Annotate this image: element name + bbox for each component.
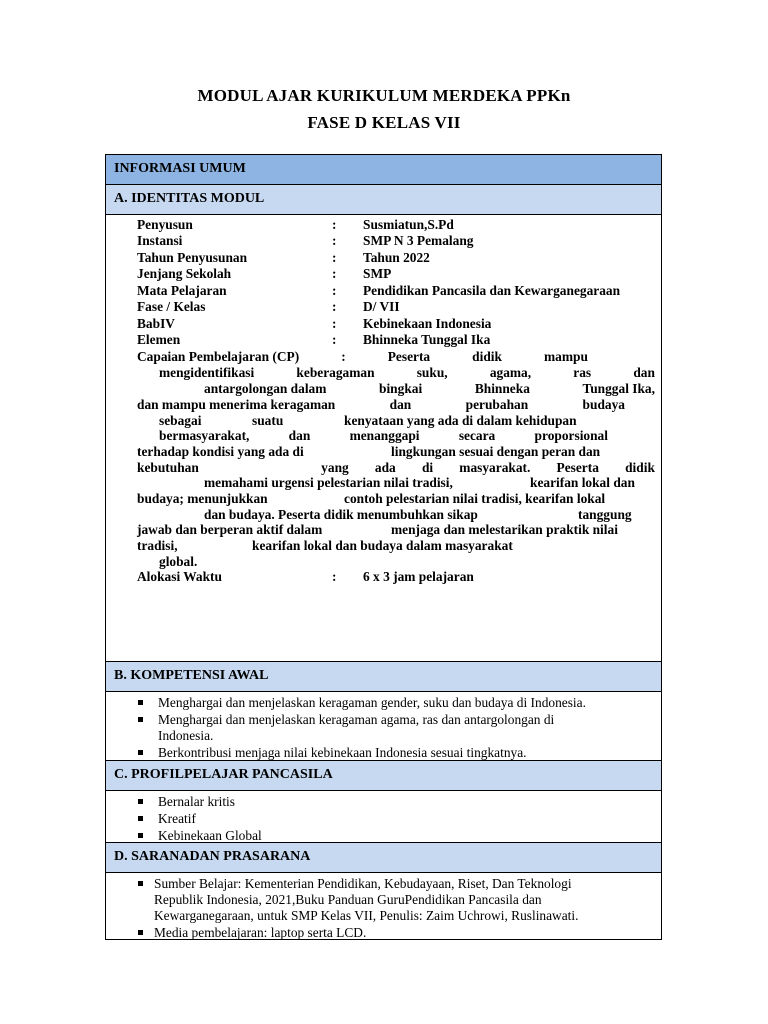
cp-word: jawab dan berperan aktif dalam bbox=[137, 522, 323, 537]
identitas-row bbox=[137, 233, 657, 250]
cp-word: menanggapi bbox=[349, 428, 420, 443]
kompetensi-list bbox=[106, 692, 661, 765]
cp-word: sebagai bbox=[159, 413, 202, 428]
cp-line bbox=[159, 365, 655, 381]
cp-word: yang bbox=[321, 460, 349, 475]
cp-word: budaya; menunjukkan bbox=[137, 491, 268, 506]
cp-word: menjaga dan melestarikan praktik nilai bbox=[391, 522, 618, 537]
cp-line bbox=[137, 460, 655, 476]
identitas-colon: : bbox=[332, 332, 337, 347]
cp-word: dan bbox=[288, 428, 311, 443]
cp-word: di bbox=[421, 460, 434, 475]
identitas-value: D/ VII bbox=[363, 299, 400, 314]
cp-word: mengidentifikasi bbox=[159, 365, 255, 380]
cp-word: dan bbox=[389, 397, 412, 412]
cp-word: agama, bbox=[489, 365, 532, 380]
identitas-value: Susmiatun,S.Pd bbox=[363, 217, 454, 232]
identitas-value: Tahun 2022 bbox=[363, 250, 430, 265]
identitas-row bbox=[137, 283, 657, 300]
cp-word: global. bbox=[159, 554, 198, 569]
cp-word: suatu bbox=[252, 413, 284, 428]
identitas-colon: : bbox=[332, 217, 337, 232]
identitas-colon: : bbox=[332, 250, 337, 265]
cp-word: tanggung bbox=[578, 507, 632, 522]
identitas-label: Elemen bbox=[137, 332, 181, 347]
identitas-row bbox=[137, 266, 657, 283]
cp-word: masyarakat. bbox=[459, 460, 531, 475]
document-subtitle: FASE D KELAS VII bbox=[307, 113, 461, 132]
alokasi-colon: : bbox=[332, 569, 337, 584]
cp-word: kearifan lokal dan bbox=[530, 475, 635, 490]
profil-list bbox=[106, 791, 661, 848]
cp-word: budaya bbox=[582, 397, 625, 412]
identitas-colon: : bbox=[332, 233, 337, 248]
list-item: Kebinekaan Global bbox=[106, 828, 661, 844]
list-item: Menghargai dan menjelaskan keragaman agama, ras dan antargolongan di Indonesia. bbox=[106, 712, 661, 744]
identitas-row bbox=[137, 250, 657, 267]
list-item: Menghargai dan menjelaskan keragaman gender, suku dan budaya di Indonesia. bbox=[106, 695, 661, 711]
cp-word: ada bbox=[374, 460, 396, 475]
profil-cell bbox=[106, 791, 661, 843]
identitas-row bbox=[137, 299, 657, 316]
cp-word: kebutuhan bbox=[137, 460, 199, 475]
section-header-profil: C. PROFILPELAJAR PANCASILA bbox=[106, 761, 661, 791]
sarana-cell bbox=[106, 873, 661, 939]
cp-word: bingkai bbox=[379, 381, 423, 396]
identitas-value: SMP N 3 Pemalang bbox=[363, 233, 474, 248]
identitas-label: Instansi bbox=[137, 233, 183, 248]
document-title: MODUL AJAR KURIKULUM MERDEKA PPKn bbox=[197, 86, 571, 105]
identitas-modul-cell bbox=[106, 215, 661, 662]
list-item: Berkontribusi menjaga nilai kebinekaan Indonesia sesuai tingkatnya. bbox=[106, 745, 661, 761]
identitas-value: Kebinekaan Indonesia bbox=[363, 316, 492, 331]
sarana-list bbox=[106, 873, 661, 945]
kompetensi-cell bbox=[106, 692, 661, 761]
cp-word: ras bbox=[573, 365, 592, 380]
list-item: Kreatif bbox=[106, 811, 661, 827]
identitas-label: Jenjang Sekolah bbox=[137, 266, 232, 281]
cp-word: antargolongan dalam bbox=[204, 381, 327, 396]
cp-line bbox=[137, 349, 656, 365]
list-item: Media pembelajaran: laptop serta LCD. bbox=[106, 925, 661, 941]
cp-word: Bhinneka bbox=[474, 381, 530, 396]
cp-word: Peserta bbox=[387, 349, 431, 364]
cp-word: perubahan bbox=[465, 397, 529, 412]
identitas-label: BabIV bbox=[137, 316, 175, 331]
cp-word: kenyataan yang ada di dalam kehidupan bbox=[344, 413, 577, 428]
section-header-identitas: A. IDENTITAS MODUL bbox=[106, 185, 661, 215]
cp-word: keberagaman bbox=[296, 365, 375, 380]
alokasi-label: Alokasi Waktu bbox=[137, 569, 222, 584]
cp-word: secara bbox=[458, 428, 496, 443]
cp-word: kearifan lokal dan budaya dalam masyarakat bbox=[252, 538, 513, 553]
identitas-colon: : bbox=[332, 266, 337, 281]
cp-word: suku, bbox=[416, 365, 448, 380]
list-item: Bernalar kritis bbox=[106, 794, 661, 810]
cp-word: Tunggal Ika, bbox=[582, 381, 655, 396]
section-header-kompetensi: B. KOMPETENSI AWAL bbox=[106, 662, 661, 692]
identitas-label: Mata Pelajaran bbox=[137, 283, 227, 298]
cp-word: bermasyarakat, bbox=[159, 428, 250, 443]
cp-word: proporsional bbox=[534, 428, 608, 443]
cp-word: didik bbox=[472, 349, 502, 364]
cp-word: dan mampu menerima keragaman bbox=[137, 397, 336, 412]
identitas-label: Tahun Penyusunan bbox=[137, 250, 248, 265]
cp-word: Peserta bbox=[556, 460, 599, 475]
identitas-colon: : bbox=[332, 283, 337, 298]
cp-word: contoh pelestarian nilai tradisi, kearifan lokal bbox=[344, 491, 606, 506]
module-table bbox=[105, 154, 662, 940]
identitas-colon: : bbox=[332, 316, 337, 331]
cp-word: lingkungan sesuai dengan peran dan bbox=[391, 444, 601, 459]
cp-word: dan bbox=[633, 365, 655, 380]
cp-line bbox=[159, 428, 608, 444]
cp-word: mampu bbox=[544, 349, 588, 364]
cp-word: dan budaya. Peserta didik menumbuhkan sikap bbox=[204, 507, 478, 522]
cp-word: didik bbox=[625, 460, 655, 475]
cp-word: terhadap kondisi yang ada di bbox=[137, 444, 304, 459]
identitas-row bbox=[137, 316, 657, 333]
section-header-informasi-umum: INFORMASI UMUM bbox=[106, 155, 661, 185]
identitas-value: Pendidikan Pancasila dan Kewarganegaraan bbox=[363, 283, 621, 298]
cp-label: Capaian Pembelajaran (CP) bbox=[137, 349, 300, 364]
section-header-sarana: D. SARANADAN PRASARANA bbox=[106, 843, 661, 873]
alokasi-row bbox=[137, 569, 657, 586]
alokasi-value: 6 x 3 jam pelajaran bbox=[363, 569, 474, 584]
cp-line bbox=[137, 397, 625, 413]
identitas-row bbox=[137, 332, 657, 349]
identitas-label: Fase / Kelas bbox=[137, 299, 206, 314]
identitas-row bbox=[137, 217, 657, 234]
identitas-value: Bhinneka Tunggal Ika bbox=[363, 332, 491, 347]
cp-colon: : bbox=[341, 349, 346, 364]
cp-line bbox=[204, 381, 655, 397]
list-item: Sumber Belajar: Kementerian Pendidikan, Kebudayaan, Riset, Dan Teknologi Republik Indonesia, 2021,Buku Panduan GuruPendidikan Pancasila dan Kewarganegaraan, untuk SMP Kelas VII, Penulis: Zaim Uchrowi, Ruslinawati. bbox=[106, 876, 661, 924]
identitas-colon: : bbox=[332, 299, 337, 314]
identitas-label: Penyusun bbox=[137, 217, 193, 232]
cp-word: memahami urgensi pelestarian nilai tradisi, bbox=[204, 475, 453, 490]
cp-word: tradisi, bbox=[137, 538, 178, 553]
identitas-value: SMP bbox=[363, 266, 392, 281]
